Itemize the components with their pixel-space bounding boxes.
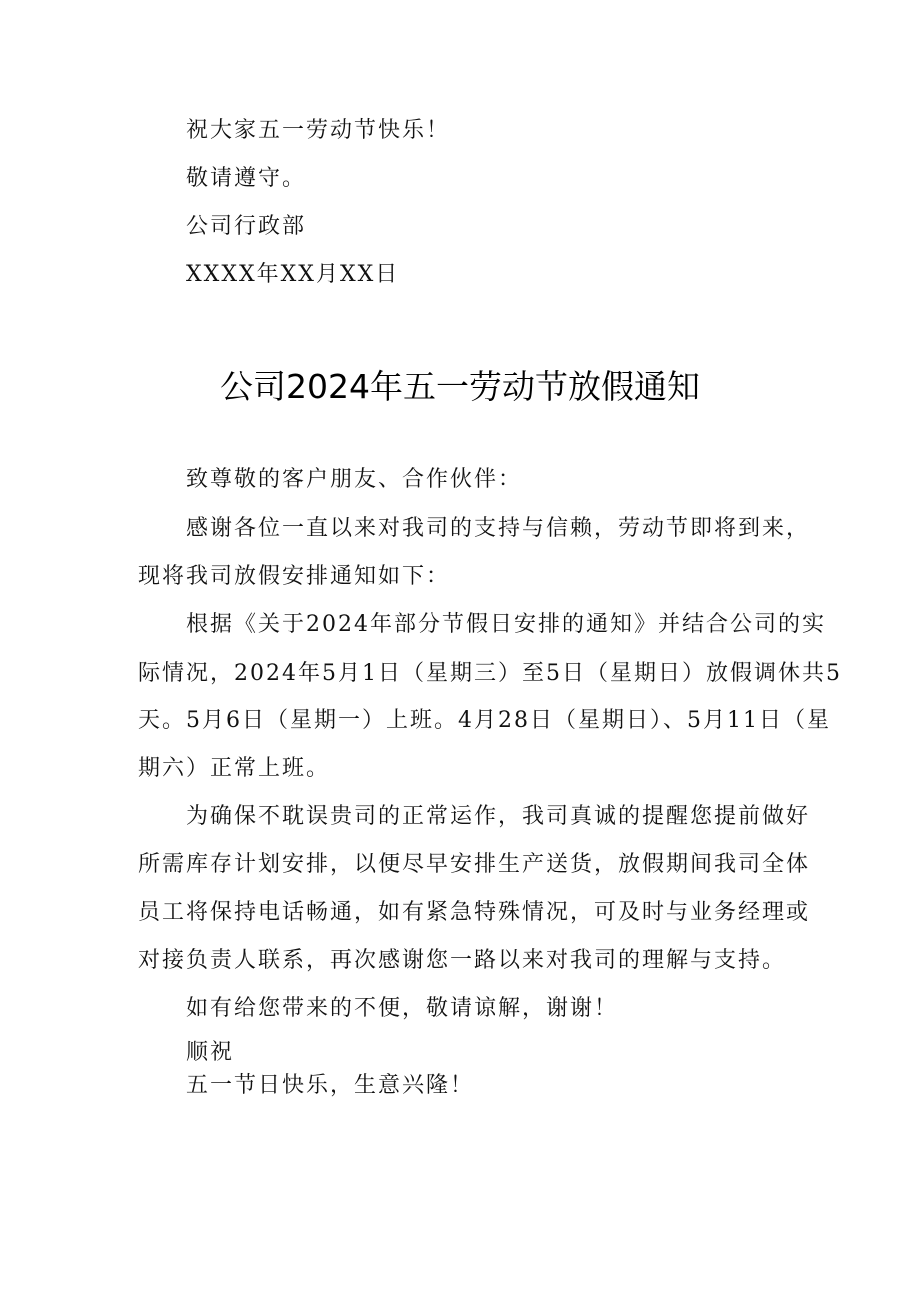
paragraph-4: 如有给您带来的不便，敬请谅解，谢谢！ <box>186 996 619 1021</box>
paragraph-2-line-3: 天。5月6日（星期一）上班。4月28日（星期日）、5月11日（星 <box>138 708 831 733</box>
previous-compliance-line: 敬请遵守。 <box>186 166 307 191</box>
paragraph-1-line-2: 现将我司放假安排通知如下： <box>138 564 451 589</box>
paragraph-2-line-4: 期六）正常上班。 <box>138 756 331 781</box>
notice-title: 公司2024年五一劳动节放假通知 <box>220 367 700 406</box>
paragraph-3-line-3: 员工将保持电话畅通，如有紧急特殊情况，可及时与业务经理或 <box>138 900 811 925</box>
paragraph-2-line-2: 际情况，2024年5月1日（星期三）至5日（星期日）放假调休共5 <box>138 661 842 686</box>
previous-greeting: 祝大家五一劳动节快乐！ <box>186 118 451 143</box>
closing-wish: 五一节日快乐，生意兴隆！ <box>186 1073 475 1098</box>
paragraph-3-line-1: 为确保不耽误贵司的正常运作，我司真诚的提醒您提前做好 <box>186 804 811 829</box>
previous-signature-date: XXXX年XX月XX日 <box>186 262 400 287</box>
paragraph-3-line-4: 对接负责人联系，再次感谢您一路以来对我司的理解与支持。 <box>138 948 787 973</box>
paragraph-3-line-2: 所需库存计划安排，以便尽早安排生产送货，放假期间我司全体 <box>138 852 811 877</box>
paragraph-2-line-1: 根据《关于2024年部分节假日安排的通知》并结合公司的实 <box>186 612 826 637</box>
previous-signature-department: 公司行政部 <box>186 214 307 239</box>
notice-salutation: 致尊敬的客户朋友、合作伙伴： <box>186 467 523 492</box>
paragraph-1-line-1: 感谢各位一直以来对我司的支持与信赖，劳动节即将到来， <box>186 516 811 541</box>
closing-phrase: 顺祝 <box>186 1040 235 1065</box>
